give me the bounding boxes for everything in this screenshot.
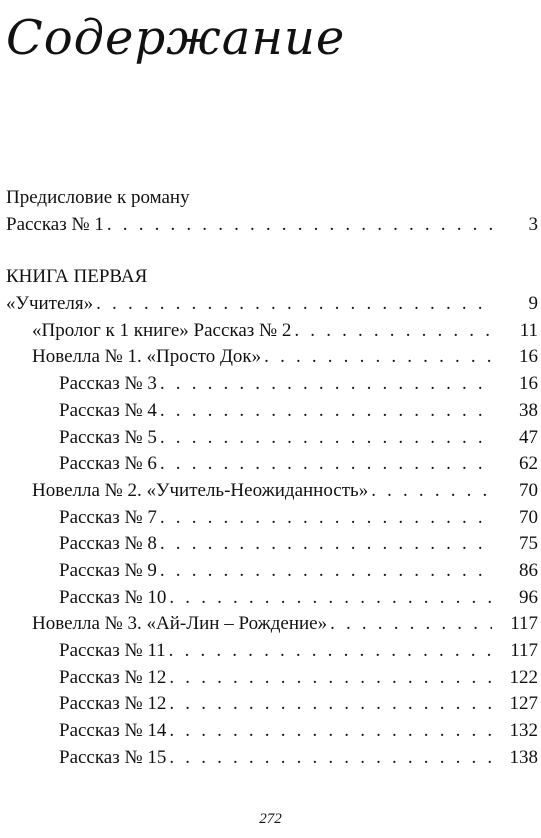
toc-entry-label: Рассказ № 9 (59, 559, 157, 581)
toc-page-number: 117 (510, 613, 538, 635)
toc-page-number: 70 (519, 479, 538, 501)
dot-leader (157, 531, 492, 558)
toc-entry-label: Рассказ № 4 (59, 399, 157, 421)
toc-entry-label: Новелла № 2. «Учитель-Неожиданность» (32, 479, 369, 501)
dot-leader (157, 371, 492, 398)
toc-entry[interactable] (6, 745, 538, 772)
toc-page-number: 86 (519, 559, 538, 581)
dot-leader (166, 691, 492, 718)
dot-leader (104, 212, 492, 239)
dot-leader (157, 505, 492, 532)
toc-entry[interactable] (6, 344, 538, 371)
toc-entry[interactable] (6, 371, 538, 398)
dot-leader (368, 478, 492, 505)
toc-page-number: 11 (519, 319, 538, 341)
toc-entry-label: Рассказ № 10 (59, 586, 167, 608)
dot-leader (157, 558, 492, 585)
toc-page-number: 3 (528, 213, 538, 235)
dot-leader (93, 291, 492, 318)
toc-page-number: 38 (519, 399, 538, 421)
toc-page-number: 16 (519, 373, 538, 395)
toc-page-number: 117 (510, 640, 538, 661)
toc-entry[interactable] (6, 318, 538, 345)
toc-entry[interactable] (6, 398, 538, 425)
dot-leader (166, 745, 492, 772)
toc-entry-label: Рассказ № 7 (59, 506, 157, 528)
dot-leader (291, 318, 492, 345)
toc-entry[interactable] (6, 425, 538, 452)
toc-entry-label: Новелла № 1. «Просто Док» (32, 346, 262, 368)
toc-entry-label: Рассказ № 15 (59, 746, 167, 768)
dot-leader (166, 638, 492, 665)
toc-page-number: 75 (519, 533, 538, 555)
toc-entry[interactable] (6, 691, 538, 718)
toc-entry[interactable] (6, 585, 538, 612)
toc-entry-label: Предисловие к роману (6, 187, 190, 208)
toc-entry-label: Рассказ № 8 (59, 533, 157, 555)
dot-leader (261, 344, 492, 371)
toc-page-number: 122 (509, 666, 538, 688)
dot-leader (166, 585, 492, 612)
toc-entry[interactable] (6, 478, 538, 505)
toc-entry[interactable] (6, 212, 538, 239)
toc-page-number: 70 (519, 506, 538, 528)
toc-page-number: 16 (519, 346, 538, 368)
toc-entry-label: Рассказ № 5 (59, 426, 157, 448)
toc-page-number: 96 (519, 586, 538, 608)
toc-page-number: 62 (519, 453, 538, 475)
toc-book-heading[interactable] (6, 264, 538, 291)
toc-entry-label: Рассказ № 1 (6, 213, 104, 235)
toc-page-number: 47 (519, 426, 538, 448)
toc-entry[interactable] (6, 638, 538, 665)
toc-entry-label: «Пролог к 1 книге» Рассказ № 2 (32, 319, 292, 341)
dot-leader (166, 718, 492, 745)
toc-entry[interactable] (6, 611, 538, 638)
dot-leader (157, 451, 492, 478)
toc-entry-preface[interactable] (6, 185, 538, 212)
toc-page-number: 9 (528, 293, 538, 315)
toc-page-number: 127 (509, 693, 538, 715)
toc-entry[interactable] (6, 505, 538, 532)
toc-entry-label: Рассказ № 6 (59, 453, 157, 475)
toc-entry[interactable] (6, 718, 538, 745)
toc-entry-label: Рассказ № 12 (59, 666, 167, 688)
page-title: Содержание (6, 10, 346, 66)
toc-page-number: 132 (509, 720, 538, 742)
toc-entry[interactable] (6, 291, 538, 318)
dot-leader (327, 611, 492, 638)
toc-entry[interactable] (6, 558, 538, 585)
toc-entry[interactable] (6, 451, 538, 478)
toc-entry[interactable] (6, 531, 538, 558)
table-of-contents (6, 185, 538, 771)
toc-entry-label: Рассказ № 3 (59, 373, 157, 395)
toc-entry-label: Рассказ № 12 (59, 693, 167, 715)
toc-entry-label: Новелла № 3. «Ай-Лин – Рождение» (32, 613, 328, 635)
toc-entry-label: Рассказ № 11 (59, 640, 166, 661)
dot-leader (157, 425, 492, 452)
dot-leader (157, 398, 492, 425)
toc-entry-label: Рассказ № 14 (59, 720, 167, 742)
toc-entry-label: «Учителя» (6, 293, 94, 315)
toc-entry-label: КНИГА ПЕРВАЯ (6, 266, 148, 288)
dot-leader (166, 665, 492, 692)
page-number: 272 (259, 811, 282, 827)
toc-page-number: 138 (509, 746, 538, 768)
toc-entry[interactable] (6, 665, 538, 692)
